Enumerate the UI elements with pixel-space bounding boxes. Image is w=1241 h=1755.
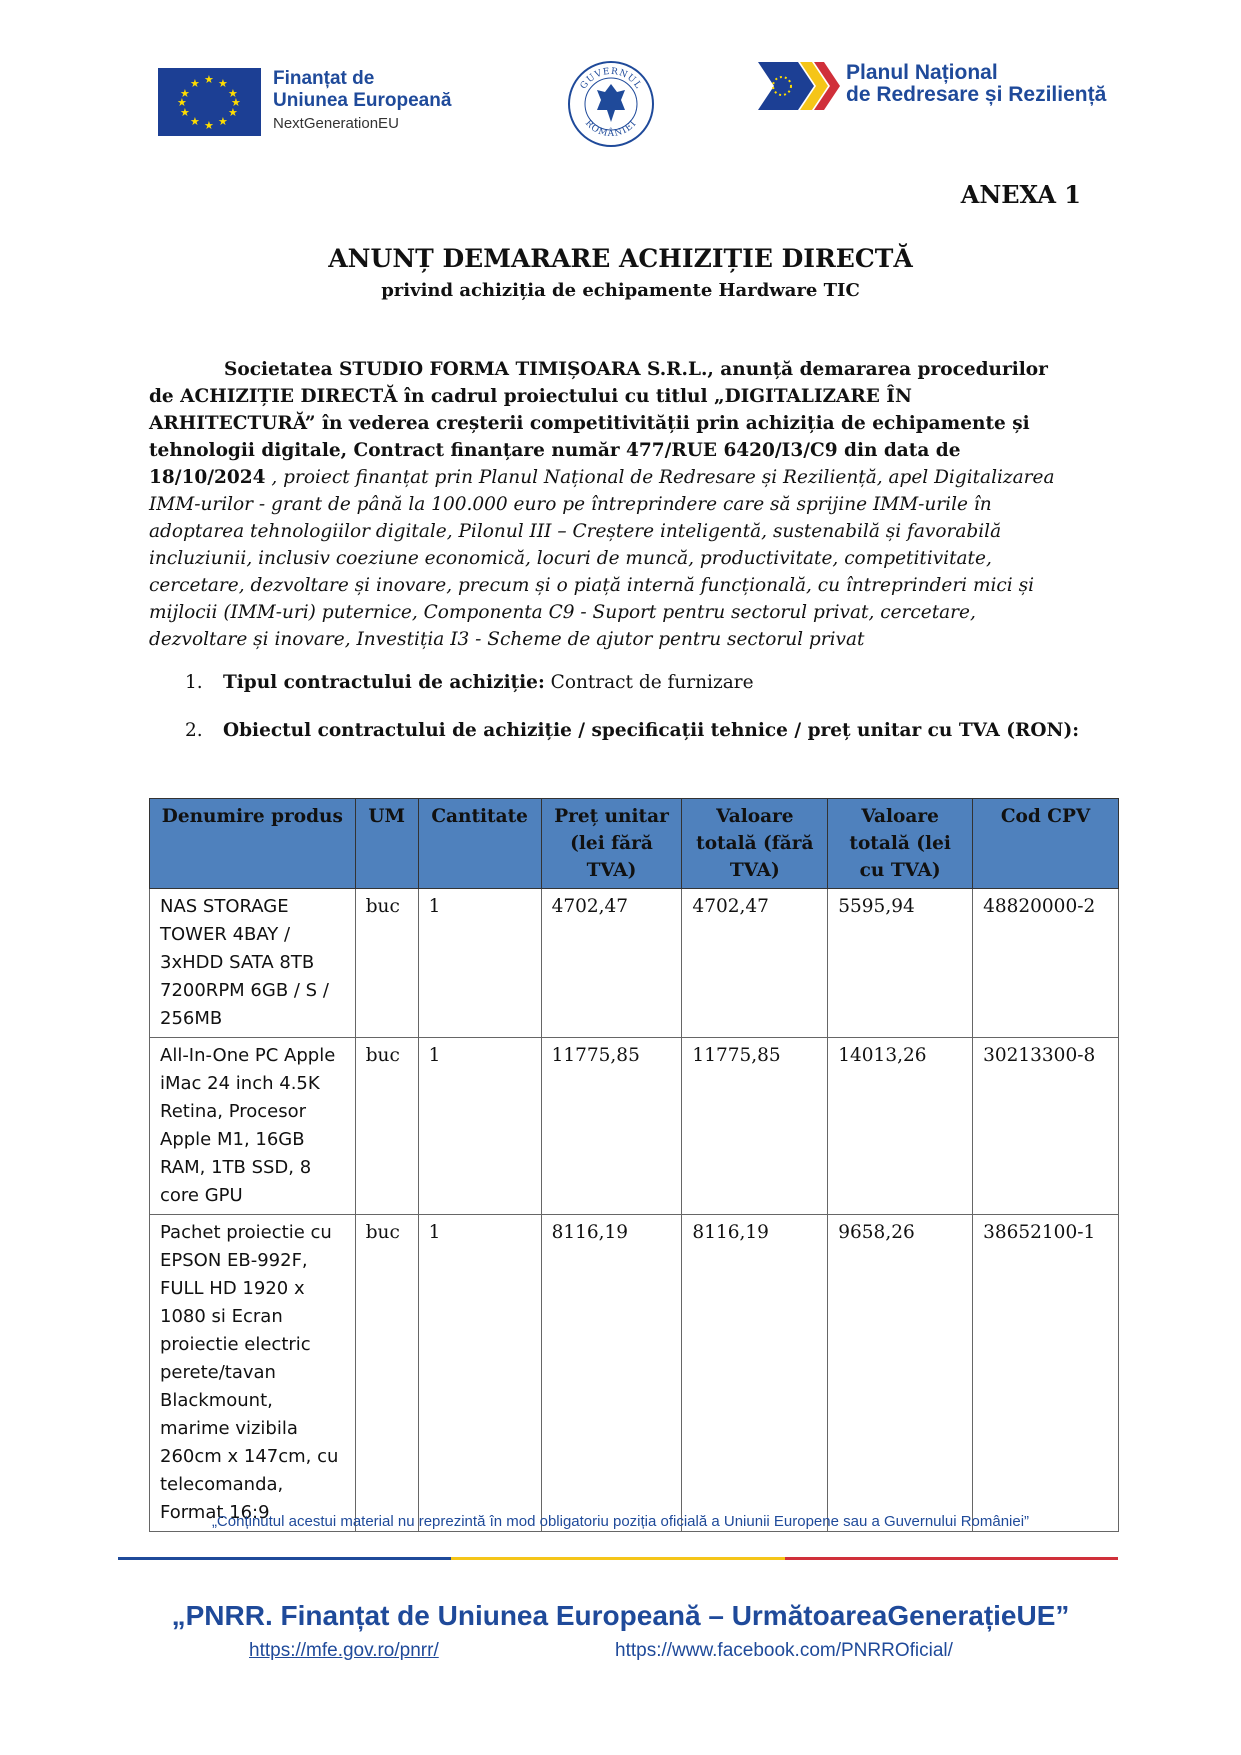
annex-label: ANEXA 1	[960, 180, 1081, 209]
pnrr-mark-icon	[758, 62, 840, 110]
eu-funding-logo	[158, 68, 451, 136]
header-cpv-code: Cod CPV	[973, 799, 1119, 889]
cell-unit-price: 11775,85	[541, 1038, 682, 1215]
announcement-paragraph	[149, 356, 1079, 653]
cell-total-with-vat: 9658,26	[828, 1215, 973, 1532]
pnrr-logo	[758, 62, 1106, 110]
document-subtitle: privind achiziția de echipamente Hardware TIC	[381, 280, 860, 301]
header-quantity: Cantitate	[418, 799, 541, 889]
eu-flag-icon: ★ ★ ★ ★ ★ ★ ★ ★ ★ ★ ★ ★	[158, 68, 261, 136]
list-item-label: Tipul contractului de achiziție:	[223, 672, 545, 693]
cell-total-with-vat: 5595,94	[828, 889, 973, 1038]
eu-logo-line3: NextGenerationEU	[273, 115, 399, 132]
cell-unit: buc	[355, 1038, 418, 1215]
list-item-value: Contract de furnizare	[544, 672, 754, 693]
list-item	[185, 720, 1079, 741]
eu-disclaimer: „Conținutul acestui material nu reprezintă în mod obligatoriu poziția oficială a Uniunii Europene sau a Guvernului României”	[211, 1513, 1030, 1530]
cell-total-no-vat: 4702,47	[682, 889, 828, 1038]
cell-total-no-vat: 11775,85	[682, 1038, 828, 1215]
cell-product-name: All-In-One PC Apple iMac 24 inch 4.5K Retina, Procesor Apple M1, 16GB RAM, 1TB SSD, 8 core GPU	[150, 1038, 356, 1215]
government-seal-icon	[567, 60, 655, 148]
cell-total-with-vat: 14013,26	[828, 1038, 973, 1215]
list-item	[185, 672, 754, 693]
header-unit: UM	[355, 799, 418, 889]
document-title: ANUNȚ DEMARARE ACHIZIȚIE DIRECTĂ	[328, 244, 913, 273]
list-item-number: 2.	[185, 720, 203, 741]
footer-divider	[118, 1557, 1118, 1560]
pnrr-logo-line2: de Redresare și Reziliență	[846, 83, 1107, 106]
announcement-bold-text: Societatea STUDIO FORMA TIMIȘOARA S.R.L., anunță demararea procedurilor de ACHIZIȚIE DIRECTĂ în cadrul proiectului cu titlul „DIGITALIZARE ÎN ARHITECTURĂ” în vederea creșterii competitivității prin achiziția de echipamente și tehnologii digitale, Contract finanțare număr 477/RUE 6420/I3/C9 din data de 18/10/2024	[149, 359, 1048, 488]
mfe-pnrr-link[interactable]: https://mfe.gov.ro/pnrr/	[249, 1640, 439, 1661]
cell-quantity: 1	[418, 1215, 541, 1532]
header-unit-price: Preț unitar (lei fără TVA)	[541, 799, 682, 889]
products-table	[149, 798, 1119, 1532]
pnrr-logo-line1: Planul Național	[846, 61, 998, 84]
cell-cpv-code: 38652100-1	[973, 1215, 1119, 1532]
cell-unit-price: 8116,19	[541, 1215, 682, 1532]
cell-product-name: NAS STORAGE TOWER 4BAY / 3xHDD SATA 8TB 7200RPM 6GB / S / 256MB	[150, 889, 356, 1038]
list-item-number: 1.	[185, 672, 203, 693]
facebook-pnrr-link[interactable]: https://www.facebook.com/PNRROficial/	[615, 1640, 953, 1661]
table-row	[150, 1215, 1119, 1532]
list-item-label: Obiectul contractului de achiziție / specificații tehnice / preț unitar cu TVA (RON):	[223, 720, 1080, 741]
cell-unit: buc	[355, 1215, 418, 1532]
table-row	[150, 1038, 1119, 1215]
cell-unit: buc	[355, 889, 418, 1038]
footer-title: „PNRR. Finanțat de Uniunea Europeană – UrmătoareaGenerațieUE”	[171, 1600, 1070, 1631]
cell-quantity: 1	[418, 889, 541, 1038]
cell-unit-price: 4702,47	[541, 889, 682, 1038]
table-header-row	[150, 799, 1119, 889]
cell-cpv-code: 30213300-8	[973, 1038, 1119, 1215]
cell-quantity: 1	[418, 1038, 541, 1215]
eu-logo-line1: Finanțat de	[273, 68, 375, 89]
header-total-with-vat: Valoare totală (lei cu TVA)	[828, 799, 973, 889]
announcement-italic-text: , proiect finanțat prin Planul Național de Redresare și Reziliență, apel Digitalizarea IMM-urilor - grant de până la 100.000 euro pe întreprindere care să sprijine IMM-urile în adoptarea tehnologiilor digitale, Pilonul III – Creștere inteligentă, sustenabilă și favorabilă incluziunii, inclusiv coeziune economică, locuri de muncă, productivitate, competitivitate, cercetare, dezvoltare și inovare, precum și o piață internă funcțională, cu întreprinderi mici și mijlocii (IMM-uri) puternice, Componenta C9 - Suport pentru sectorul privat, cercetare, dezvoltare și inovare, Investiția I3 - Scheme de ajutor pentru sectorul privat	[149, 467, 1055, 650]
header-total-no-vat: Valoare totală (fără TVA)	[682, 799, 828, 889]
gov-seal-bottom-text: ROMÂNIEI	[582, 118, 640, 140]
table-row	[150, 889, 1119, 1038]
gov-seal-top-text: GUVERNUL	[578, 66, 644, 92]
eu-logo-line2: Uniunea Europeană	[273, 90, 452, 111]
cell-cpv-code: 48820000-2	[973, 889, 1119, 1038]
cell-total-no-vat: 8116,19	[682, 1215, 828, 1532]
cell-product-name: Pachet proiectie cu EPSON EB-992F, FULL HD 1920 x 1080 si Ecran proiectie electric perete/tavan Blackmount, marime vizibila 260cm x 147cm, cu telecomanda, Format 16:9	[150, 1215, 356, 1532]
header-product-name: Denumire produs	[150, 799, 356, 889]
header-logos	[0, 60, 1241, 150]
